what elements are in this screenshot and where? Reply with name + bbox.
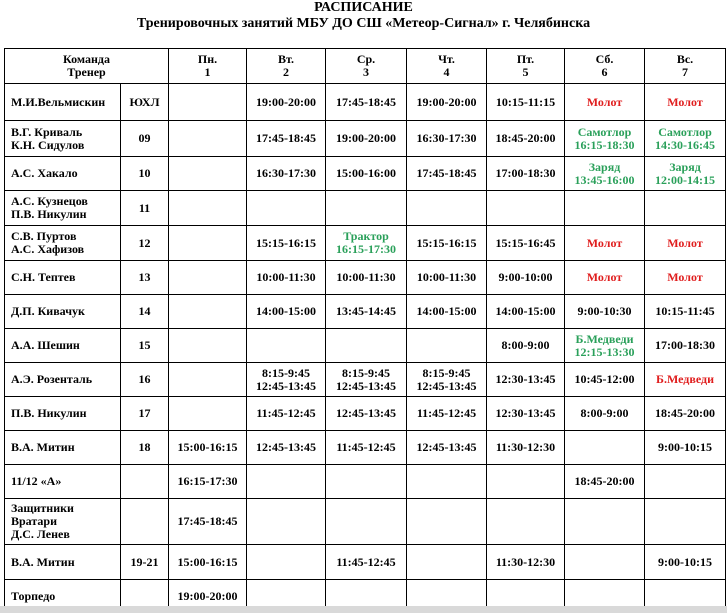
schedule-cell-wed [326,226,407,261]
schedule-cell-sun [645,431,726,465]
trainer-cell [5,226,121,261]
session-text: Молот [667,270,703,284]
trainer-name: Д.С. Ленев [11,527,70,541]
schedule-cell-fri [487,363,565,397]
trainer-cell [5,545,121,580]
schedule-cell-wed [326,363,407,397]
schedule-row [5,465,726,499]
schedule-cell-thu [407,545,487,580]
header-day-mon [169,49,247,84]
group-cell: 13 [121,261,169,295]
session-text: 14:00-15:00 [495,304,556,318]
schedule-cell-wed [326,431,407,465]
schedule-cell-sat [565,329,645,363]
header-row [5,49,726,84]
trainer-name: В.А. Митин [11,440,75,454]
group-cell: 18 [121,431,169,465]
session-text: 15:00-16:00 [336,166,397,180]
schedule-row [5,295,726,329]
schedule-cell-tue [247,295,326,329]
schedule-cell-wed [326,329,407,363]
session-text: Молот [667,94,703,109]
session-text: 9:00-10:30 [577,304,632,318]
session-text: 8:00-9:00 [501,338,550,352]
trainer-cell [5,84,121,121]
schedule-row [5,397,726,431]
session-text: 15:15-16:15 [416,235,477,250]
trainer-cell [5,363,121,397]
session-text: 17:45-18:45 [336,94,397,109]
session-text: 10:15-11:45 [655,304,715,318]
group-cell: 12 [121,226,169,261]
session-text: 13:45-16:00 [574,172,635,187]
schedule-cell-fri [487,465,565,499]
schedule-cell-sat [565,261,645,295]
session-text: 12:45-13:45 [416,440,477,454]
session-text: 18:45-20:00 [495,131,556,145]
schedule-cell-wed [326,295,407,329]
schedule-cell-fri [487,431,565,465]
group-cell: 14 [121,295,169,329]
session-text: 12:45-13:45 [256,378,317,393]
session-text: 11:45-12:45 [336,554,396,569]
session-text: 15:00-16:15 [177,440,238,454]
session-text: 9:00-10:00 [498,270,553,284]
schedule-cell-sat [565,226,645,261]
trainer-cell [5,261,121,295]
session-text: 11:30-12:30 [495,554,556,569]
trainer-name: А.С. Хафизов [11,242,85,256]
schedule-row [5,121,726,157]
day-name: Пт. [516,52,535,66]
session-text: 10:00-11:30 [336,270,396,284]
schedule-cell-mon [169,121,247,157]
day-number: 1 [204,65,211,79]
session-text: 13:45-14:45 [336,304,397,318]
day-name: Ср. [356,52,376,66]
day-name: Вс. [676,52,694,66]
session-text: 8:00-9:00 [580,406,629,420]
schedule-cell-tue [247,329,326,363]
session-text: 17:45-18:45 [177,514,238,528]
schedule-cell-thu [407,431,487,465]
schedule-cell-wed [326,397,407,431]
session-text: 10:00-11:30 [416,270,477,284]
trainer-cell [5,397,121,431]
schedule-cell-fri [487,121,565,157]
session-text: Молот [586,270,623,284]
session-text: 19:00-20:00 [336,131,397,145]
trainer-name: Торпедо [11,588,56,603]
trainer-cell [5,465,121,499]
session-text: 14:30-16:45 [655,137,716,152]
schedule-row [5,157,726,191]
schedule-row [5,545,726,580]
group-cell: 15 [121,329,169,363]
schedule-row [5,226,726,261]
schedule-cell-fri [487,499,565,545]
session-text: 11:45-12:45 [336,440,396,454]
session-text: Заряд [669,159,701,174]
trainer-cell [5,295,121,329]
schedule-cell-sat [565,191,645,226]
schedule-cell-tue [247,397,326,431]
schedule-cell-sat [565,397,645,431]
session-text: 17:45-18:45 [416,166,477,180]
session-text: 12:45-13:45 [336,378,397,393]
schedule-cell-wed [326,157,407,191]
session-text: 8:15-9:45 [262,365,311,380]
trainer-cell [5,329,121,363]
session-text: Б.Медведи [656,372,714,386]
session-text: Молот [586,235,623,250]
header-team-cell [5,49,169,84]
schedule-cell-thu [407,157,487,191]
day-name: Чт. [438,52,455,66]
session-text: 14:00-15:00 [256,304,317,318]
page-bottom-edge [0,606,727,613]
session-text: 15:15-16:15 [256,235,317,250]
schedule-cell-sun [645,226,726,261]
session-text: 12:00-14:15 [655,172,716,187]
trainer-cell [5,157,121,191]
schedule-cell-wed [326,465,407,499]
trainer-name: В.А. Митин [11,554,75,569]
schedule-cell-thu [407,397,487,431]
session-text: 16:30-17:30 [256,166,317,180]
session-text: 16:15-17:30 [336,242,397,256]
schedule-cell-sat [565,121,645,157]
group-cell: 16 [121,363,169,397]
day-name: Вт. [278,52,295,66]
group-cell [121,499,169,545]
session-text: 16:30-17:30 [416,131,477,145]
trainer-cell [5,191,121,226]
session-text: 15:15-16:45 [495,235,556,250]
schedule-cell-mon [169,397,247,431]
session-text: 10:15-11:15 [495,94,556,109]
schedule-cell-thu [407,121,487,157]
schedule-cell-mon [169,84,247,121]
session-text: 11:45-12:45 [416,406,477,420]
session-text: 17:00-18:30 [495,166,556,180]
session-text: 18:45-20:00 [655,406,716,420]
trainer-name: П.В. Никулин [11,207,87,221]
schedule-cell-sat [565,363,645,397]
session-text: 12:30-13:45 [495,406,556,420]
trainer-name: А.С. Хакало [11,166,78,180]
schedule-cell-wed [326,191,407,226]
session-text: 19:00-20:00 [416,94,477,109]
session-text: 15:00-16:15 [177,554,238,569]
session-text: 19:00-20:00 [256,94,317,109]
day-number: 5 [522,65,529,79]
schedule-cell-sun [645,191,726,226]
schedule-cell-wed [326,499,407,545]
group-cell: 09 [121,121,169,157]
header-day-thu [407,49,487,84]
schedule-cell-mon [169,157,247,191]
schedule-cell-sat [565,84,645,121]
trainer-name: П.В. Никулин [11,406,87,420]
session-text: 12:45-13:45 [416,378,477,393]
header-day-sun [645,49,726,84]
schedule-cell-sun [645,329,726,363]
session-text: 12:15-13:30 [574,344,635,359]
group-cell: ЮХЛ [121,84,169,121]
schedule-cell-sun [645,121,726,157]
schedule-cell-sat [565,157,645,191]
schedule-row [5,329,726,363]
session-text: 12:30-13:45 [495,372,556,386]
schedule-cell-fri [487,545,565,580]
session-text: Молот [586,94,623,109]
schedule-cell-fri [487,191,565,226]
schedule-cell-wed [326,261,407,295]
trainer-name: 11/12 «А» [11,474,62,488]
schedule-row [5,499,726,545]
schedule-cell-sun [645,545,726,580]
schedule-title: РАСПИСАНИЕ [314,0,413,15]
schedule-cell-sat [565,545,645,580]
trainer-name: С.В. Пуртов [11,229,77,243]
session-text: 12:45-13:45 [336,406,397,420]
schedule-cell-mon [169,363,247,397]
schedule-cell-tue [247,261,326,295]
group-cell: 17 [121,397,169,431]
schedule-cell-thu [407,499,487,545]
schedule-cell-tue [247,363,326,397]
schedule-cell-mon [169,465,247,499]
trainer-name: М.И.Вельмискин [11,94,106,109]
schedule-cell-mon [169,499,247,545]
session-text: 17:45-18:45 [256,131,317,145]
schedule-cell-mon [169,226,247,261]
trainer-name: А.С. Кузнецов [11,194,88,208]
day-number: 6 [601,65,608,79]
trainer-cell [5,121,121,157]
schedule-cell-thu [407,226,487,261]
schedule-cell-sun [645,157,726,191]
schedule-cell-thu [407,363,487,397]
session-text: 8:15-9:45 [342,365,391,380]
schedule-cell-tue [247,157,326,191]
schedule-cell-mon [169,431,247,465]
header-day-sat [565,49,645,84]
day-name: Сб. [595,52,614,66]
schedule-cell-mon [169,329,247,363]
session-text: 10:00-11:30 [256,270,316,284]
trainer-name: А.А. Шешин [11,338,80,352]
schedule-cell-fri [487,295,565,329]
trainer-name: В.Г. Криваль [11,124,83,139]
schedule-cell-mon [169,191,247,226]
schedule-cell-fri [487,329,565,363]
schedule-row [5,261,726,295]
session-text: 11:45-12:45 [256,406,316,420]
schedule-cell-thu [407,84,487,121]
session-text: Молот [667,235,703,250]
schedule-cell-thu [407,465,487,499]
schedule-cell-tue [247,431,326,465]
session-text: 11:30-12:30 [495,440,556,454]
trainer-name: С.Н. Тептев [11,270,76,284]
session-text: Самотлор [658,124,712,139]
trainer-name: Вратари [11,514,57,528]
session-text: 9:00-10:15 [658,554,713,569]
header-day-wed [326,49,407,84]
schedule-cell-sun [645,295,726,329]
schedule-cell-wed [326,545,407,580]
schedule-cell-tue [247,499,326,545]
trainer-cell [5,431,121,465]
schedule-cell-fri [487,157,565,191]
header-trainer-label: Тренер [67,65,106,79]
group-cell: 11 [121,191,169,226]
schedule-cell-sun [645,397,726,431]
schedule-row [5,84,726,121]
schedule-cell-fri [487,397,565,431]
schedule-cell-thu [407,329,487,363]
schedule-cell-fri [487,261,565,295]
session-text: Заряд [588,159,621,174]
session-text: 10:45-12:00 [574,372,635,386]
session-text: Б.Медведи [575,331,634,346]
schedule-cell-tue [247,84,326,121]
header-day-tue [247,49,326,84]
schedule-cell-sun [645,261,726,295]
schedule-cell-mon [169,295,247,329]
day-name: Пн. [197,52,218,66]
group-cell: 10 [121,157,169,191]
schedule-cell-tue [247,465,326,499]
schedule-cell-mon [169,545,247,580]
schedule-cell-sat [565,431,645,465]
day-number: 7 [682,65,689,79]
session-text: Трактор [343,229,389,243]
schedule-cell-sun [645,363,726,397]
schedule-cell-wed [326,121,407,157]
session-text: 12:45-13:45 [256,440,317,454]
session-text: 18:45-20:00 [574,474,635,488]
session-text: 8:15-9:45 [422,365,471,380]
session-text: 14:00-15:00 [416,304,477,318]
session-text: 16:15-18:30 [574,137,635,152]
schedule-cell-sat [565,465,645,499]
header-team-label: Команда [63,52,110,66]
session-text: Самотлор [577,124,632,139]
group-cell: 19-21 [121,545,169,580]
session-text: 16:15-17:30 [177,474,238,488]
trainer-cell [5,499,121,545]
schedule-cell-tue [247,226,326,261]
group-cell [121,465,169,499]
schedule-table [4,48,726,613]
schedule-cell-tue [247,545,326,580]
schedule-row [5,431,726,465]
schedule-cell-thu [407,261,487,295]
day-number: 3 [363,65,370,79]
schedule-row [5,191,726,226]
schedule-cell-thu [407,295,487,329]
schedule-cell-mon [169,261,247,295]
day-number: 4 [443,65,450,79]
schedule-subtitle: Тренировочных занятий МБУ ДО СШ «Метеор-Сигнал» г. Челябинска [136,16,591,31]
schedule-cell-tue [247,121,326,157]
trainer-name: Защитники [11,501,74,515]
trainer-name: К.Н. Сидулов [11,137,85,152]
schedule-cell-fri [487,84,565,121]
session-text: 9:00-10:15 [658,440,713,454]
schedule-cell-wed [326,84,407,121]
schedule-cell-sun [645,84,726,121]
day-number: 2 [283,65,290,79]
header-day-fri [487,49,565,84]
schedule-cell-tue [247,191,326,226]
schedule-cell-fri [487,226,565,261]
schedule-cell-sun [645,465,726,499]
schedule-cell-sat [565,295,645,329]
trainer-name: Д.П. Кивачук [11,304,85,318]
session-text: 17:00-18:30 [655,338,716,352]
schedule-row [5,363,726,397]
schedule-cell-sun [645,499,726,545]
schedule-cell-thu [407,191,487,226]
trainer-name: А.Э. Розенталь [11,372,93,386]
schedule-cell-sat [565,499,645,545]
session-text: 19:00-20:00 [177,588,238,603]
